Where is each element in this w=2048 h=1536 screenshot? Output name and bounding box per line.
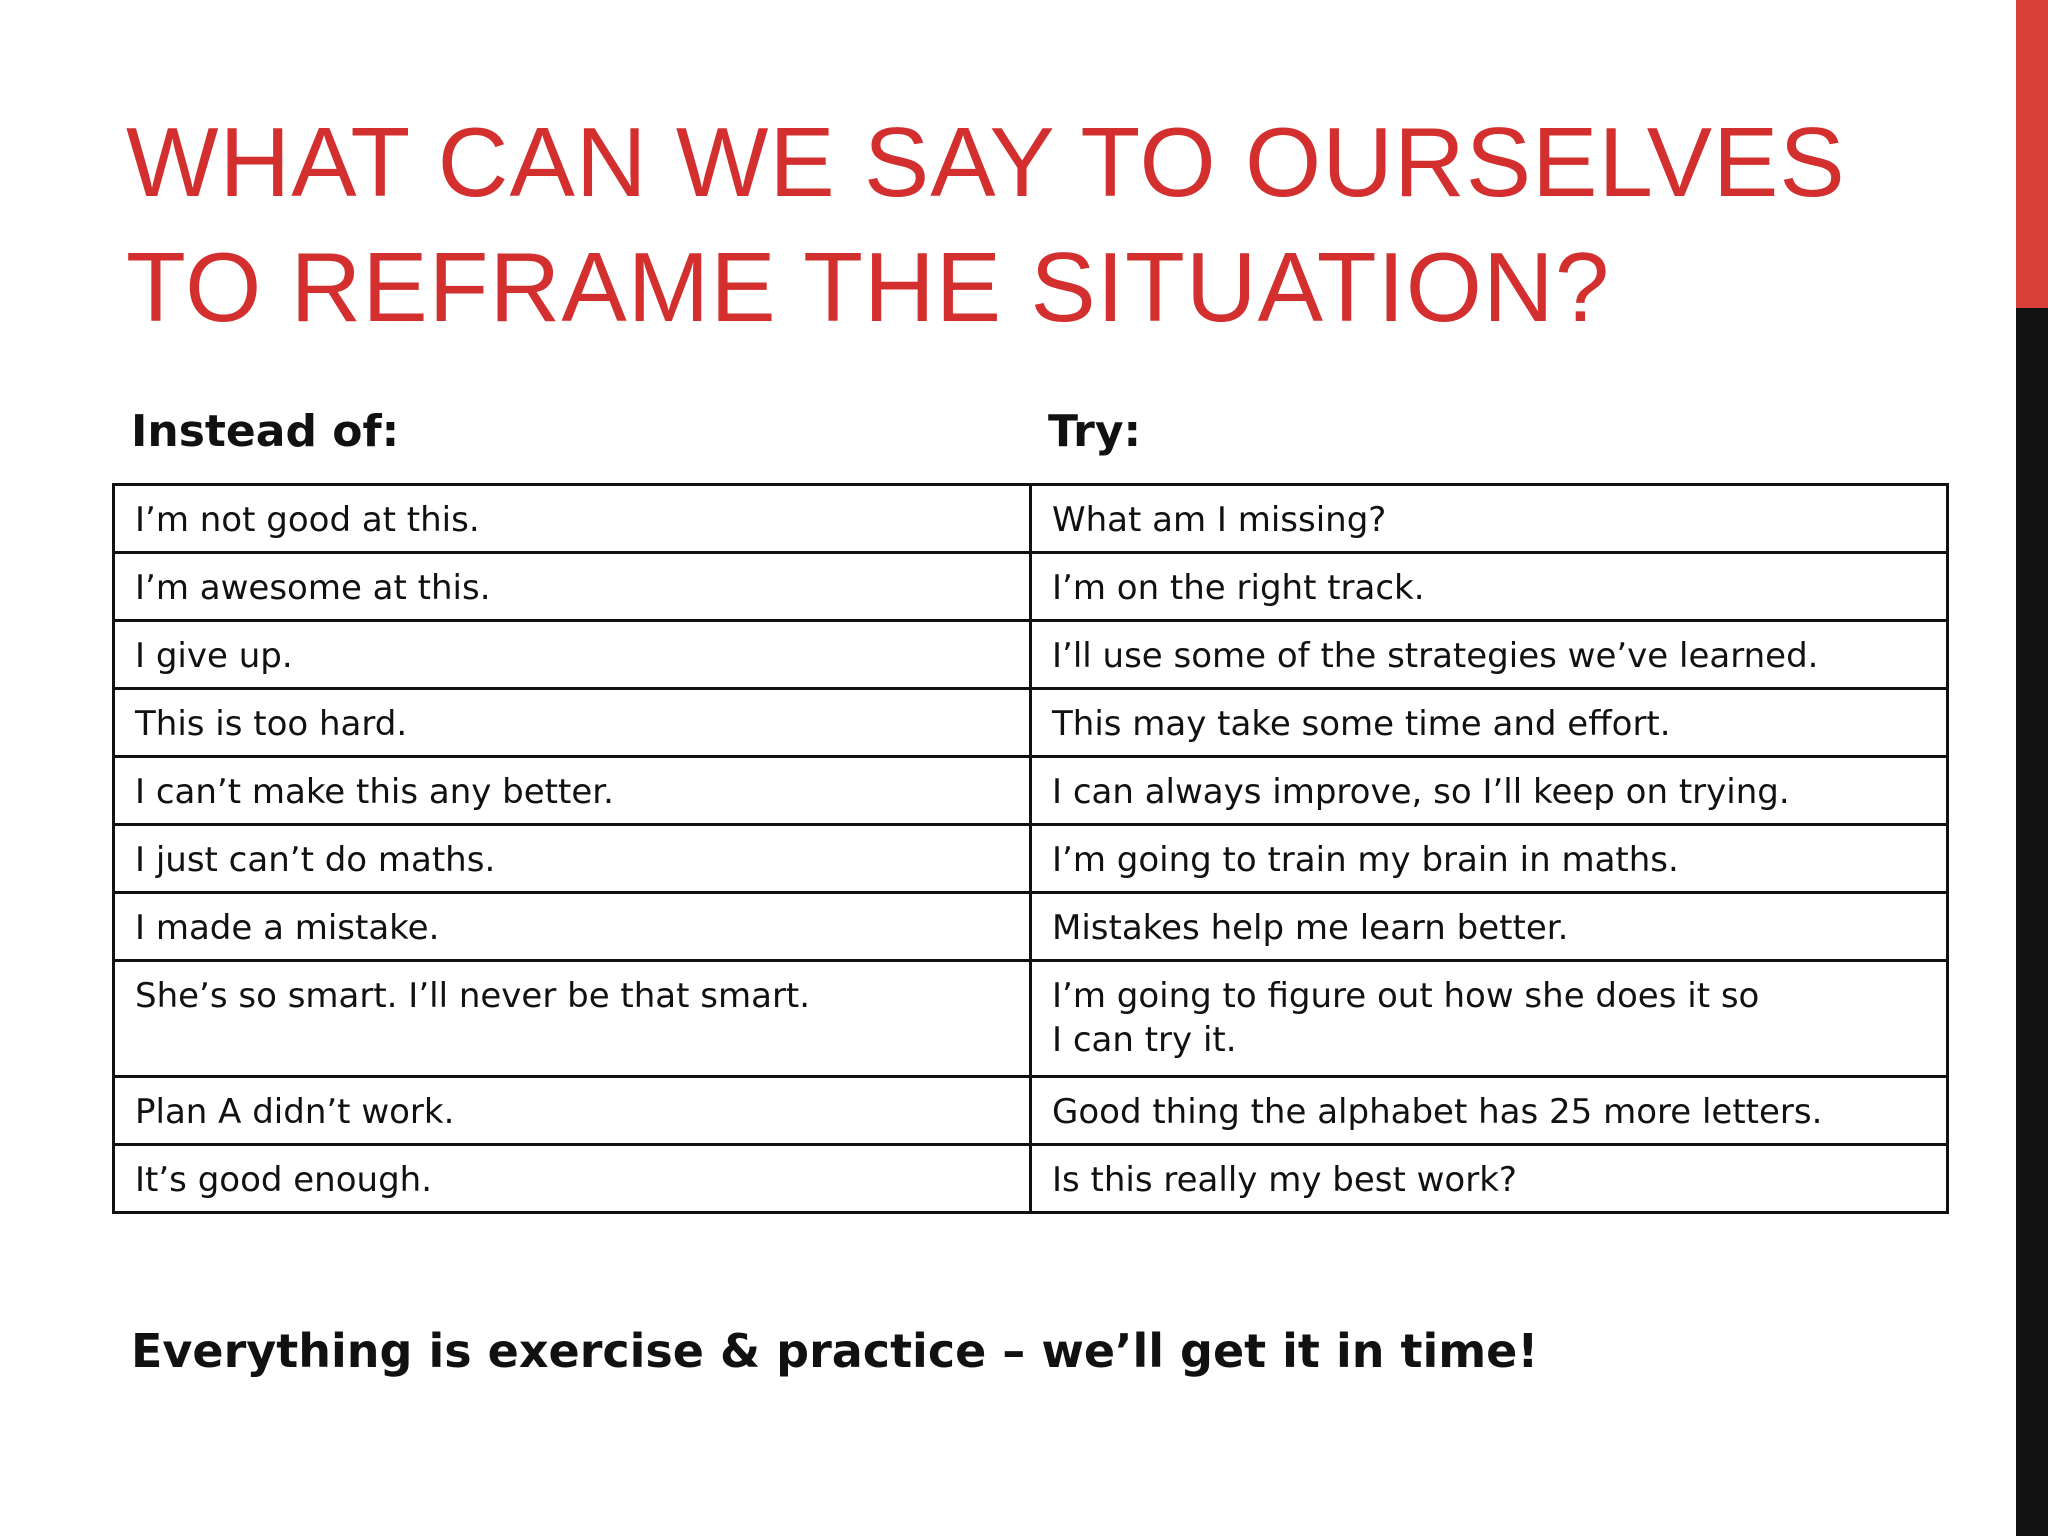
reframe-table (112, 483, 1949, 1214)
instead-cell: I just can’t do maths. (114, 825, 1031, 893)
instead-cell: I can’t make this any better. (114, 757, 1031, 825)
table-row (114, 621, 1948, 689)
table-row (114, 689, 1948, 757)
footer-message: Everything is exercise & practice – we’ll get it in time! (131, 1324, 1539, 1378)
side-accent-bar-red (2016, 0, 2048, 308)
table-row (114, 825, 1948, 893)
table-row (114, 485, 1948, 553)
try-cell: I can always improve, so I’ll keep on trying. (1031, 757, 1948, 825)
instead-cell: It’s good enough. (114, 1145, 1031, 1213)
table-row (114, 553, 1948, 621)
try-cell: Is this really my best work? (1031, 1145, 1948, 1213)
try-heading: Try: (1048, 406, 1142, 457)
instead-cell: Plan A didn’t work. (114, 1077, 1031, 1145)
instead-cell: I’m awesome at this. (114, 553, 1031, 621)
table-row (114, 893, 1948, 961)
try-cell: Mistakes help me learn better. (1031, 893, 1948, 961)
table-row (114, 1145, 1948, 1213)
table-row (114, 961, 1948, 1077)
try-cell: I’ll use some of the strategies we’ve learned. (1031, 621, 1948, 689)
instead-of-heading: Instead of: (131, 406, 400, 457)
try-cell: What am I missing? (1031, 485, 1948, 553)
table-row (114, 757, 1948, 825)
slide-title: WHAT CAN WE SAY TO OURSELVES TO REFRAME THE SITUATION? (126, 107, 1846, 342)
instead-cell: I made a mistake. (114, 893, 1031, 961)
instead-cell: I give up. (114, 621, 1031, 689)
try-cell: I’m going to train my brain in maths. (1031, 825, 1948, 893)
try-cell: I’m on the right track. (1031, 553, 1948, 621)
instead-cell: I’m not good at this. (114, 485, 1031, 553)
side-accent-bar-dark (2016, 308, 2048, 1536)
try-cell: Good thing the alphabet has 25 more letters. (1031, 1077, 1948, 1145)
table-row (114, 1077, 1948, 1145)
instead-cell: This is too hard. (114, 689, 1031, 757)
try-cell: This may take some time and effort. (1031, 689, 1948, 757)
instead-cell: She’s so smart. I’ll never be that smart. (114, 961, 1031, 1077)
try-cell: I’m going to figure out how she does it so I can try it. (1031, 961, 1948, 1077)
